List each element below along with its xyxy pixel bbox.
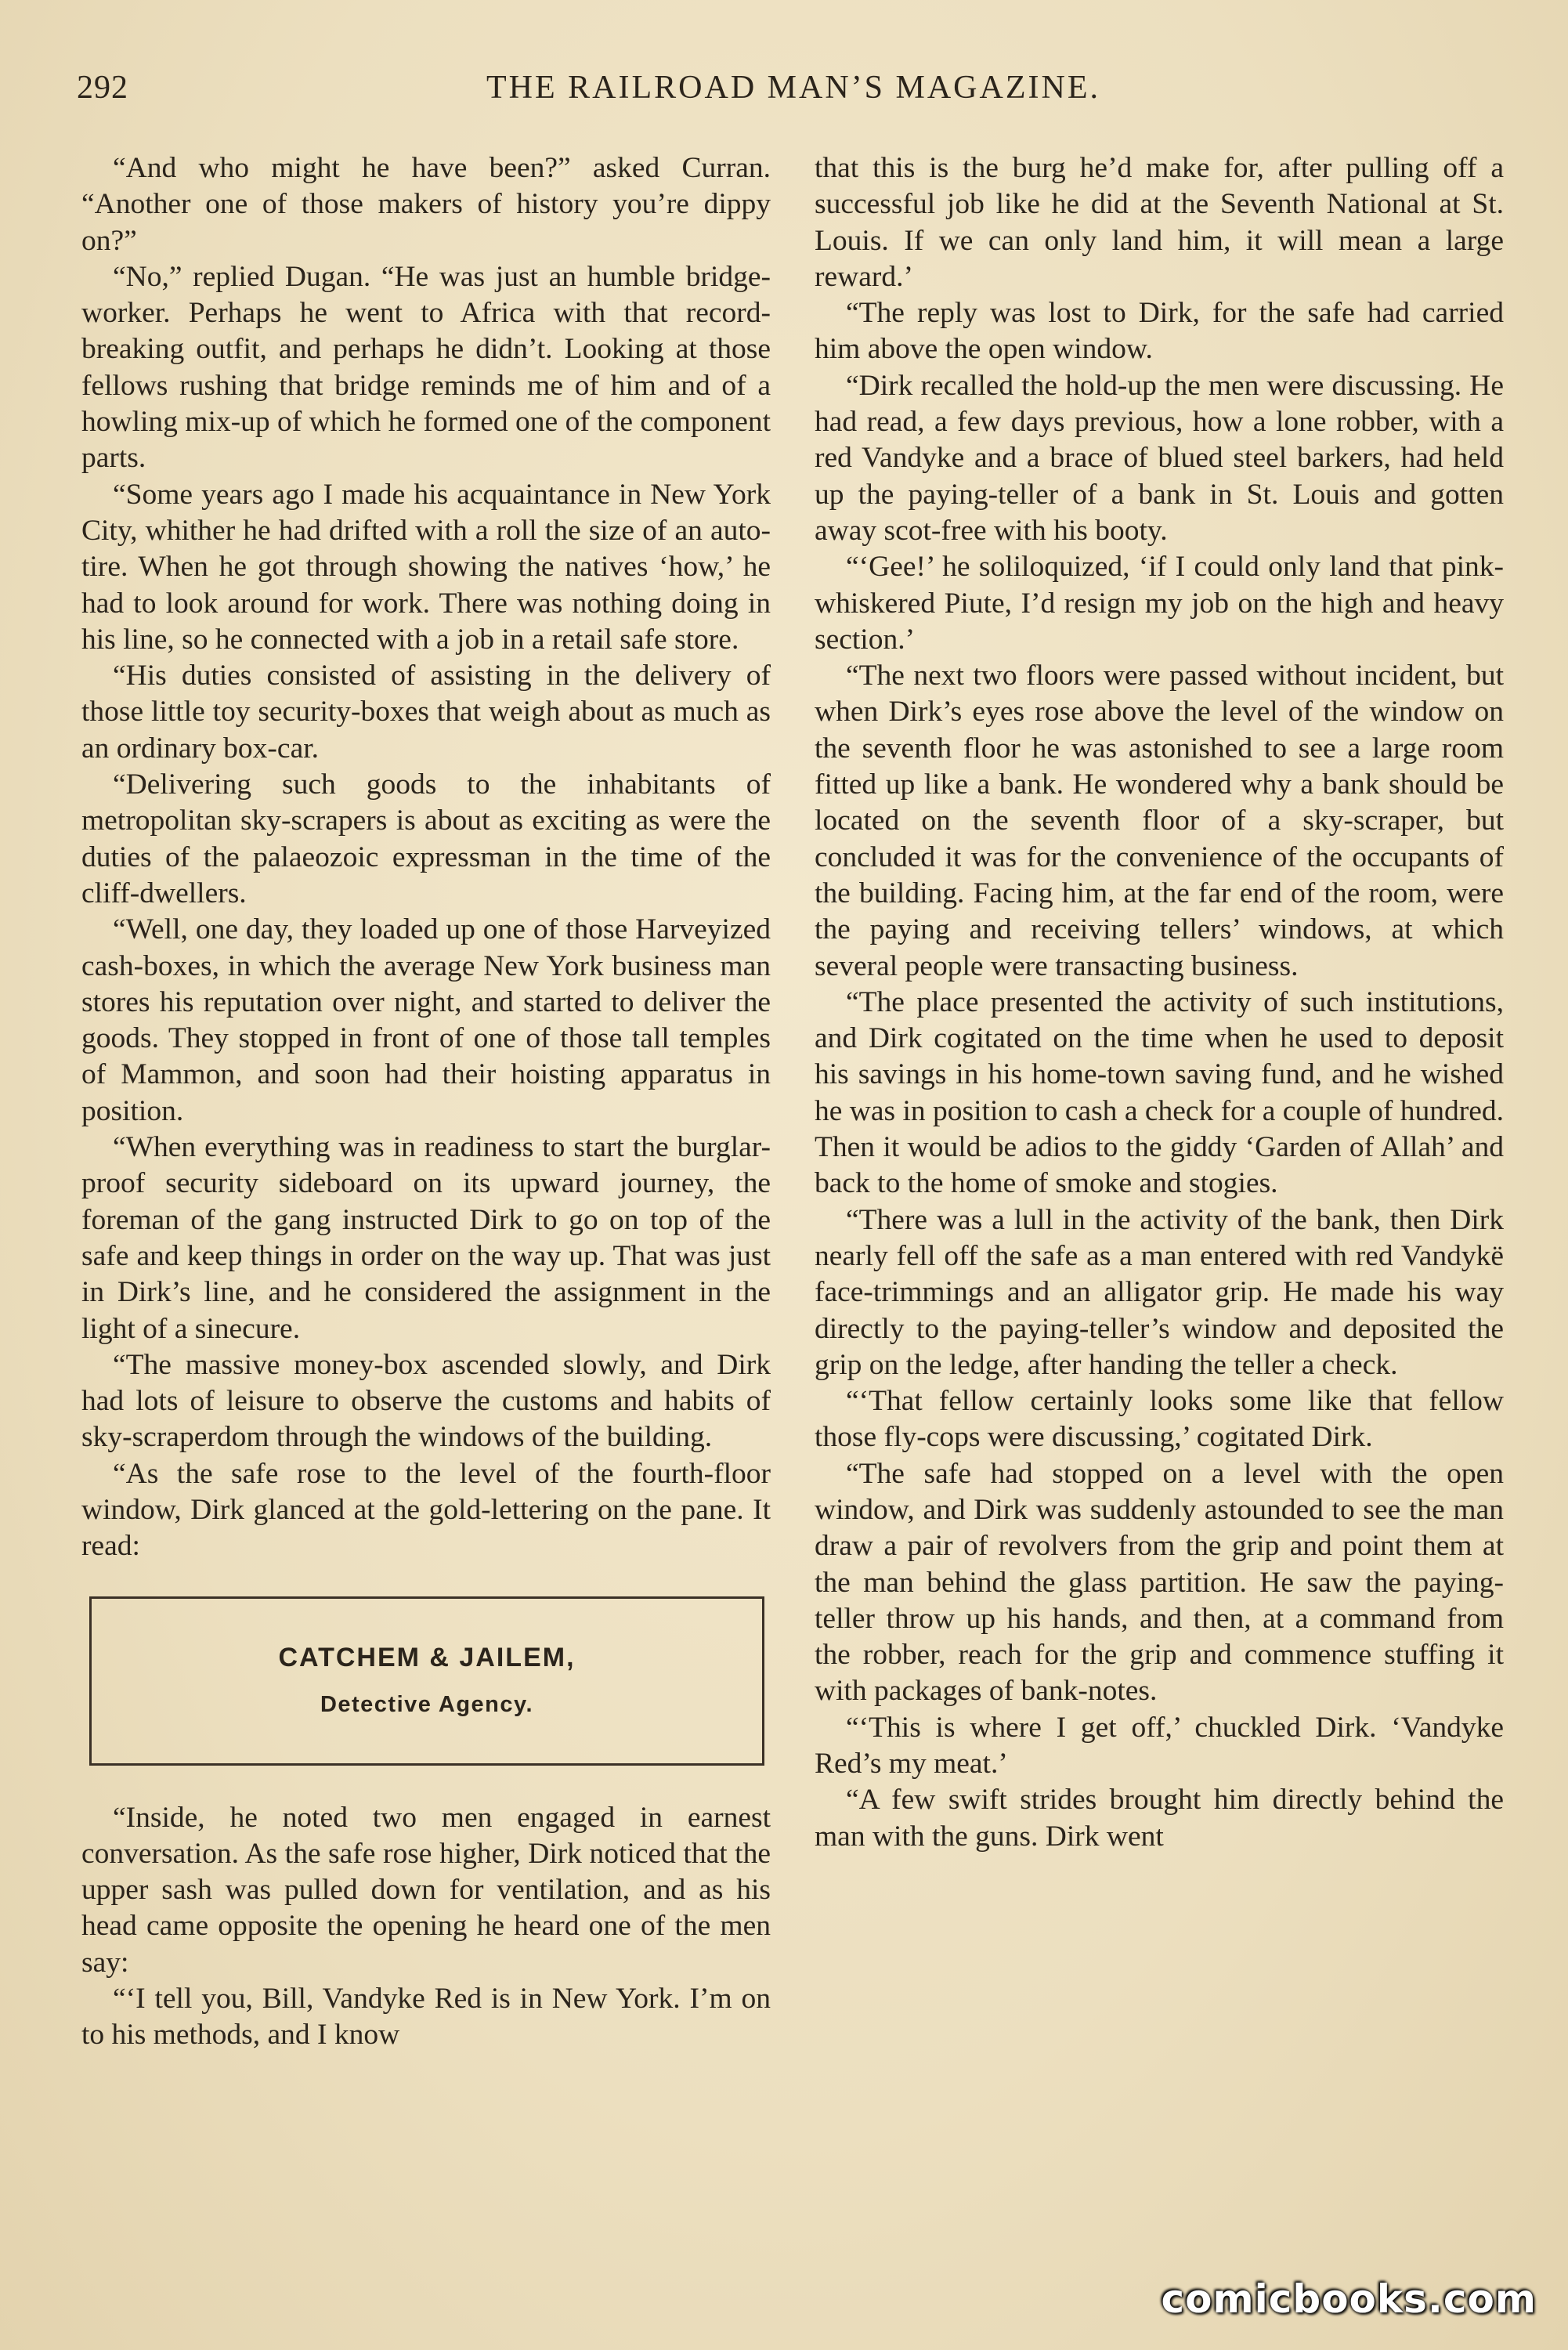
paragraph: “‘I tell you, Bill, Vandyke Red is in New York. I’m on to his methods, and I know <box>81 1983 771 2052</box>
paragraph: “No,” replied Dugan. “He was just an humble bridge-worker. Perhaps he went to Africa with that record-breaking outfit, and perhaps he didn’t. Looking at those fellows rushing that bridge reminds me of him and of a howling mix-up of which he formed one of the component parts. <box>81 260 771 475</box>
paragraph: “The next two floors were passed without incident, but when Dirk’s eyes rose above the level of the window on the seventh floor he was astonished to see a large room fitted up like a bank. He wondered why a bank should be located on the seventh floor of a sky-scraper, but concluded it was for the convenience of the occupants of the building. Facing him, at the far end of the room, were the paying and receiving tellers’ windows, at which several people were transacting business. <box>815 660 1504 982</box>
paragraph: “Delivering such goods to the inhabitants of metropolitan sky-scrapers is about as exciting as were the duties of the palaeozoic expressman in the time of the cliff-dwellers. <box>81 768 771 909</box>
paragraph: “‘Gee!’ he soliloquized, ‘if I could only land that pink-whiskered Piute, I’d resign my job on the high and heavy section.’ <box>815 551 1504 656</box>
paragraph: “Dirk recalled the hold-up the men were discussing. He had read, a few days previous, how a lone robber, with a red Vandyke and a brace of blued steel barkers, had held up the paying-teller of a bank in St. Louis and gotten away scot-free with his booty. <box>815 369 1504 547</box>
paragraph: “‘This is where I get off,’ chuckled Dirk. ‘Vandyke Red’s my meat.’ <box>815 1711 1504 1781</box>
paragraph: “The place presented the activity of such institutions, and Dirk cogitated on the time when he used to deposit his savings in his home-town saving fund, and he wished he was in position to cash a check for a couple of hundred. Then it would be adios to the giddy ‘Garden of Allah’ and back to the home of smoke and stogies. <box>815 985 1504 1200</box>
paragraph: “Well, one day, they loaded up one of those Harveyized cash-boxes, in which the average New York business man stores his reputation over night, and started to deliver the goods. They stopped in front of one of those tall temples of Mammon, and soon had their hoisting apparatus in position. <box>81 913 771 1127</box>
paragraph: “Some years ago I made his acquaintance in New York City, whither he had drifted with a roll the size of an auto-tire. When he got through showing the natives ‘how,’ he had to look around for work. There was nothing doing in his line, so he connected with a job in a retail safe store. <box>81 478 771 656</box>
paragraph: “The reply was lost to Dirk, for the safe had carried him above the open window. <box>815 297 1504 366</box>
paragraph: “As the safe rose to the level of the fourth-floor window, Dirk glanced at the gold-lettering on the pane. It read: <box>81 1457 771 1563</box>
detective-agency-sign <box>89 1596 764 1766</box>
page-number: 292 <box>77 70 128 106</box>
page-header <box>77 69 1510 116</box>
sign-title: CATCHEM & JAILEM, <box>278 1642 576 1672</box>
paragraph: “His duties consisted of assisting in the delivery of those little toy security-boxes that weigh about as much as an ordinary box-car. <box>81 660 771 765</box>
right-column <box>815 150 1504 1855</box>
watermark-logo: comicbooks.com <box>1161 2276 1537 2322</box>
paragraph: “A few swift strides brought him directly behind the man with the guns. Dirk went <box>815 1784 1504 1853</box>
paragraph: “The massive money-box ascended slowly, and Dirk had lots of leisure to observe the customs and habits of sky-scraperdom through the windows of the building. <box>81 1348 771 1454</box>
paragraph: “‘That fellow certainly looks some like that fellow those fly-cops were discussing,’ cogitated Dirk. <box>815 1385 1504 1454</box>
paragraph: “And who might he have been?” asked Curran. “Another one of those makers of history you’re dippy on?” <box>81 152 771 257</box>
sign-subtitle: Detective Agency. <box>320 1691 534 1717</box>
paragraph: that this is the burg he’d make for, after pulling off a successful job like he did at the Seventh National at St. Louis. If we can only land him, it will mean a large reward.’ <box>815 152 1504 293</box>
paragraph: “When everything was in readiness to start the burglar-proof security sideboard on its upward journey, the foreman of the gang instructed Dirk to go on top of the safe and keep things in order on the way up. That was just in Dirk’s line, and he considered the assignment in the light of a sinecure. <box>81 1131 771 1345</box>
running-title: THE RAILROAD MAN’S MAGAZINE. <box>486 70 1100 106</box>
paragraph: “There was a lull in the activity of the bank, then Dirk nearly fell off the safe as a man entered with red Vandykë face-trimmings and an alligator grip. He made his way directly to the paying-teller’s window and deposited the grip on the ledge, after handing the teller a check. <box>815 1203 1504 1381</box>
paragraph: “The safe had stopped on a level with the open window, and Dirk was suddenly astounded to see the man draw a pair of revolvers from the grip and point them at the man behind the glass partition. He saw the paying-teller throw up his hands, and then, at a command from the robber, reach for the grip and commence stuffing it with packages of bank-notes. <box>815 1457 1504 1708</box>
left-column <box>81 150 771 2054</box>
paragraph: “Inside, he noted two men engaged in earnest conversation. As the safe rose higher, Dirk noticed that the upper sash was pulled down for ventilation, and as his head came opposite the opening he heard one of the men say: <box>81 1801 771 1979</box>
